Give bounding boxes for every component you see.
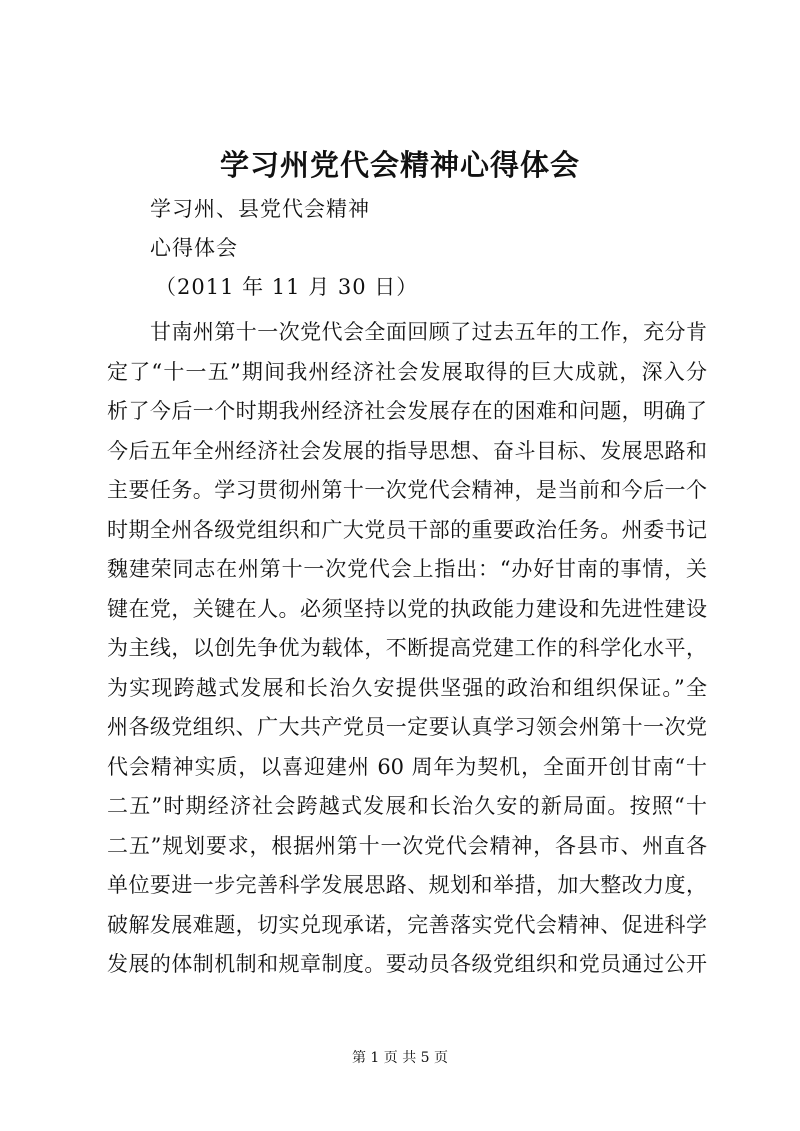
body-line: 二五”规划要求，根据州第十一次党代会精神，各县市、州直各: [107, 833, 707, 858]
document-date: （2011 年 11 月 30 日）: [155, 275, 419, 299]
subtitle-line-2: 心得体会: [150, 236, 238, 260]
body-line: 为主线，以创先争优为载体，不断提高党建工作的科学化水平，: [107, 636, 707, 660]
body-text: [107, 313, 707, 985]
body-line: 定了“十一五”期间我州经济社会发展取得的巨大成就，深入分: [107, 359, 707, 384]
body-line: 时期全州各级党组织和广大党员干部的重要政治任务。州委书记: [107, 517, 707, 542]
body-line: 州各级党组织、广大共产党员一定要认真学习领会州第十一次党: [107, 715, 707, 739]
body-line: 代会精神实质，以喜迎建州 60 周年为契机，全面开创甘南“十: [107, 754, 707, 779]
body-line: 单位要进一步完善科学发展思路、规划和举措，加大整改力度，: [107, 873, 707, 897]
body-line: 二五”时期经济社会跨越式发展和长治久安的新局面。按照“十: [107, 794, 707, 818]
body-line: 甘南州第十一次党代会全面回顾了过去五年的工作，充分肯: [150, 320, 707, 344]
body-line: 今后五年全州经济社会发展的指导思想、奋斗目标、发展思路和: [107, 438, 707, 463]
body-line: 键在党，关键在人。必须坚持以党的执政能力建设和先进性建设: [107, 596, 707, 621]
body-line: 魏建荣同志在州第十一次党代会上指出：“办好甘南的事情，关: [107, 557, 707, 581]
body-line: 为实现跨越式发展和长治久安提供坚强的政治和组织保证。”全: [107, 675, 707, 700]
body-line: 破解发展难题，切实兑现承诺，完善落实党代会精神、促进科学: [107, 912, 707, 937]
page-footer: 第 1 页 共 5 页: [351, 1050, 449, 1066]
body-line: 发展的体制机制和规章制度。要动员各级党组织和党员通过公开: [107, 952, 707, 976]
body-line: 主要任务。学习贯彻州第十一次党代会精神，是当前和今后一个: [107, 478, 707, 502]
body-line: 析了今后一个时期我州经济社会发展存在的困难和问题，明确了: [107, 399, 707, 423]
document-title: 学习州党代会精神心得体会: [219, 148, 580, 182]
subtitle-line-1: 学习州、县党代会精神: [150, 197, 370, 221]
